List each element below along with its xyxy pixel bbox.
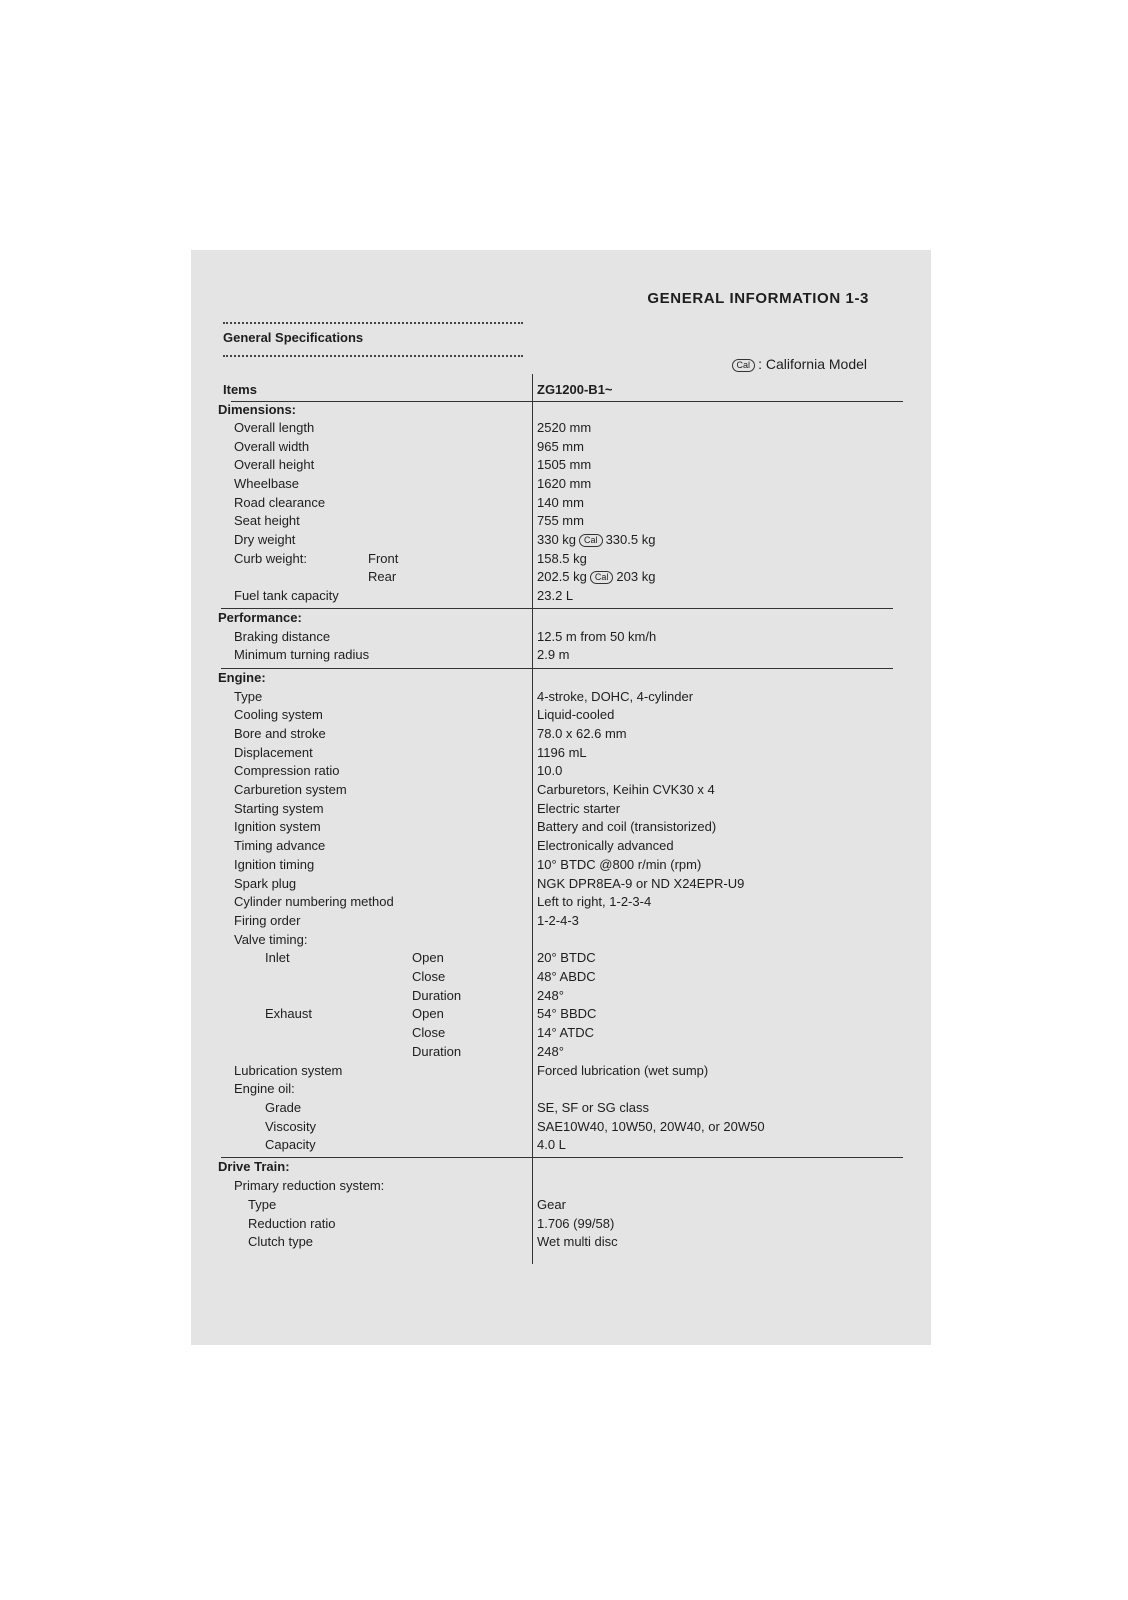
- spec-value: Electric starter: [537, 800, 621, 816]
- spec-row: [191, 782, 931, 801]
- spec-row: [191, 1044, 931, 1063]
- spec-label: Type: [248, 1196, 277, 1212]
- spec-label: Minimum turning radius: [234, 647, 370, 662]
- spec-label: Road clearance: [234, 494, 326, 510]
- spec-value: 54° BBDC: [537, 1006, 597, 1022]
- spec-label: Grade: [265, 1099, 302, 1115]
- column-header-model: ZG1200-B1~: [537, 382, 613, 397]
- spec-label: Starting system: [234, 800, 324, 816]
- california-value: 203 kg: [616, 569, 656, 585]
- spec-value: 1-2-4-3: [537, 912, 579, 928]
- section-rule: [221, 608, 893, 609]
- spec-label: Wheelbase: [234, 476, 300, 491]
- spec-label: Overall height: [234, 457, 315, 473]
- spec-sublabel: Duration: [412, 1043, 462, 1059]
- spec-label: Exhaust: [265, 1006, 312, 1022]
- spec-label: Overall length: [234, 420, 315, 435]
- spec-label: Seat height: [234, 513, 300, 529]
- spec-label: Cylinder numbering method: [234, 894, 394, 910]
- spec-value: Left to right, 1-2-3-4: [537, 894, 652, 910]
- spec-row: [191, 1063, 931, 1082]
- spec-row: [191, 1234, 931, 1253]
- spec-label: Spark plug: [234, 875, 297, 891]
- spec-row: [191, 476, 931, 495]
- spec-value: 1620 mm: [537, 476, 592, 491]
- spec-value: 330 kg Cal 330.5 kg: [537, 532, 656, 547]
- spec-value: 1505 mm: [537, 457, 592, 473]
- spec-label: Primary reduction system:: [234, 1178, 385, 1193]
- spec-value: 48° ABDC: [537, 969, 596, 984]
- spec-value: 2520 mm: [537, 420, 592, 435]
- spec-row: [191, 726, 931, 745]
- section-rule: [221, 668, 893, 669]
- spec-label: Fuel tank capacity: [234, 587, 339, 603]
- spec-value: Forced lubrication (wet sump): [537, 1062, 709, 1078]
- spec-row: [191, 569, 931, 588]
- spec-label: Firing order: [234, 912, 301, 928]
- spec-label: Braking distance: [234, 628, 331, 644]
- spec-row: [191, 551, 931, 570]
- spec-row: [191, 894, 931, 913]
- spec-label: Cooling system: [234, 707, 323, 723]
- spec-row: [191, 801, 931, 820]
- spec-row: [191, 1216, 931, 1235]
- spec-value: NGK DPR8EA-9 or ND X24EPR-U9: [537, 875, 745, 891]
- spec-sublabel: Close: [412, 1025, 446, 1041]
- spec-row: [191, 1025, 931, 1044]
- spec-row: [191, 1100, 931, 1119]
- spec-value: 4.0 L: [537, 1137, 566, 1153]
- spec-row: [191, 532, 931, 551]
- spec-sheet: [191, 250, 931, 1345]
- spec-row: [191, 932, 931, 951]
- spec-row: [191, 1137, 931, 1156]
- spec-value: 14° ATDC: [537, 1025, 594, 1041]
- california-model-icon: Cal: [732, 359, 756, 372]
- spec-value: 10.0: [537, 763, 563, 779]
- spec-row: [191, 1081, 931, 1100]
- spec-label: Curb weight:: [234, 550, 307, 566]
- spec-row: [191, 629, 931, 648]
- spec-label: Clutch type: [248, 1234, 314, 1250]
- section-heading-row: [191, 1159, 931, 1178]
- spec-value: Liquid-cooled: [537, 707, 615, 723]
- spec-label: Ignition system: [234, 819, 321, 835]
- spec-label: Valve timing:: [234, 931, 308, 947]
- california-value: 330.5 kg: [605, 532, 656, 547]
- page-header: GENERAL INFORMATION 1-3: [647, 290, 869, 307]
- spec-row: [191, 857, 931, 876]
- spec-value: Wet multi disc: [537, 1234, 618, 1250]
- dotted-rule-top: [223, 322, 523, 324]
- spec-value: 2.9 m: [537, 647, 570, 662]
- spec-label: Type: [234, 688, 263, 704]
- section-heading-row: [191, 402, 931, 421]
- spec-row: [191, 1178, 931, 1197]
- california-note-text: : California Model: [758, 356, 867, 372]
- section-heading: Dimensions:: [218, 402, 297, 417]
- spec-value: 755 mm: [537, 513, 584, 529]
- spec-row: [191, 745, 931, 764]
- spec-row: [191, 763, 931, 782]
- spec-row: [191, 457, 931, 476]
- spec-label: Overall width: [234, 438, 310, 454]
- california-model-icon: Cal: [590, 571, 614, 584]
- spec-sublabel: Front: [368, 550, 399, 566]
- california-note: [729, 356, 867, 372]
- spec-label: Ignition timing: [234, 856, 315, 872]
- spec-value: 248°: [537, 1043, 564, 1059]
- spec-label: Displacement: [234, 744, 313, 760]
- section-heading: Drive Train:: [218, 1159, 290, 1174]
- spec-row: [191, 876, 931, 895]
- spec-label: Compression ratio: [234, 763, 340, 779]
- spec-value: Electronically advanced: [537, 838, 674, 854]
- section-heading: Engine:: [218, 670, 266, 685]
- spec-row: [191, 950, 931, 969]
- spec-value: SAE10W40, 10W50, 20W40, or 20W50: [537, 1118, 765, 1134]
- spec-label: Dry weight: [234, 532, 296, 547]
- spec-value: 4-stroke, DOHC, 4-cylinder: [537, 688, 694, 704]
- section-rule: [221, 1157, 903, 1158]
- spec-sublabel: Rear: [368, 569, 397, 585]
- spec-value: Gear: [537, 1196, 566, 1212]
- section-heading-row: [191, 670, 931, 689]
- spec-row: [191, 1197, 931, 1216]
- spec-sublabel: Open: [412, 1006, 444, 1022]
- spec-label: Bore and stroke: [234, 725, 326, 741]
- spec-sublabel: Close: [412, 969, 446, 984]
- spec-row: [191, 913, 931, 932]
- spec-value: 23.2 L: [537, 587, 574, 603]
- spec-value: 158.5 kg: [537, 550, 587, 566]
- spec-row: [191, 969, 931, 988]
- spec-label: Carburetion system: [234, 782, 347, 797]
- section-heading-row: [191, 610, 931, 629]
- spec-sublabel: Open: [412, 950, 444, 966]
- spec-value: 1.706 (99/58): [537, 1215, 615, 1231]
- spec-row: [191, 439, 931, 458]
- spec-value: 20° BTDC: [537, 950, 596, 966]
- spec-value: 248°: [537, 987, 564, 1003]
- dotted-rule-bottom: [223, 355, 523, 357]
- spec-row: [191, 1119, 931, 1138]
- spec-value: 140 mm: [537, 494, 584, 510]
- spec-label: Timing advance: [234, 838, 326, 854]
- spec-row: [191, 1006, 931, 1025]
- spec-row: [191, 420, 931, 439]
- spec-row: [191, 707, 931, 726]
- spec-value: Battery and coil (transistorized): [537, 819, 717, 835]
- spec-row: [191, 819, 931, 838]
- spec-label: Engine oil:: [234, 1081, 295, 1097]
- section-heading: Performance:: [218, 610, 302, 625]
- california-model-icon: Cal: [579, 534, 603, 547]
- spec-label: Inlet: [265, 950, 290, 966]
- spec-row: [191, 838, 931, 857]
- spec-value: 965 mm: [537, 438, 584, 454]
- spec-row: [191, 495, 931, 514]
- spec-sublabel: Duration: [412, 987, 462, 1003]
- spec-value: Carburetors, Keihin CVK30 x 4: [537, 782, 715, 797]
- spec-row: [191, 689, 931, 708]
- spec-label: Lubrication system: [234, 1062, 343, 1078]
- column-header-items: Items: [223, 382, 257, 397]
- spec-label: Reduction ratio: [248, 1215, 336, 1231]
- spec-value: 12.5 m from 50 km/h: [537, 628, 657, 644]
- spec-row: [191, 647, 931, 666]
- spec-value: 1196 mL: [537, 744, 587, 760]
- spec-value: 202.5 kg Cal 203 kg: [537, 569, 656, 585]
- spec-value: 78.0 x 62.6 mm: [537, 725, 627, 741]
- spec-row: [191, 988, 931, 1007]
- spec-value: 10° BTDC @800 r/min (rpm): [537, 856, 702, 872]
- section-title: General Specifications: [223, 330, 364, 345]
- spec-label: Capacity: [265, 1137, 316, 1153]
- spec-value: SE, SF or SG class: [537, 1099, 649, 1115]
- spec-row: [191, 513, 931, 532]
- spec-label: Viscosity: [265, 1118, 317, 1134]
- spec-row: [191, 588, 931, 607]
